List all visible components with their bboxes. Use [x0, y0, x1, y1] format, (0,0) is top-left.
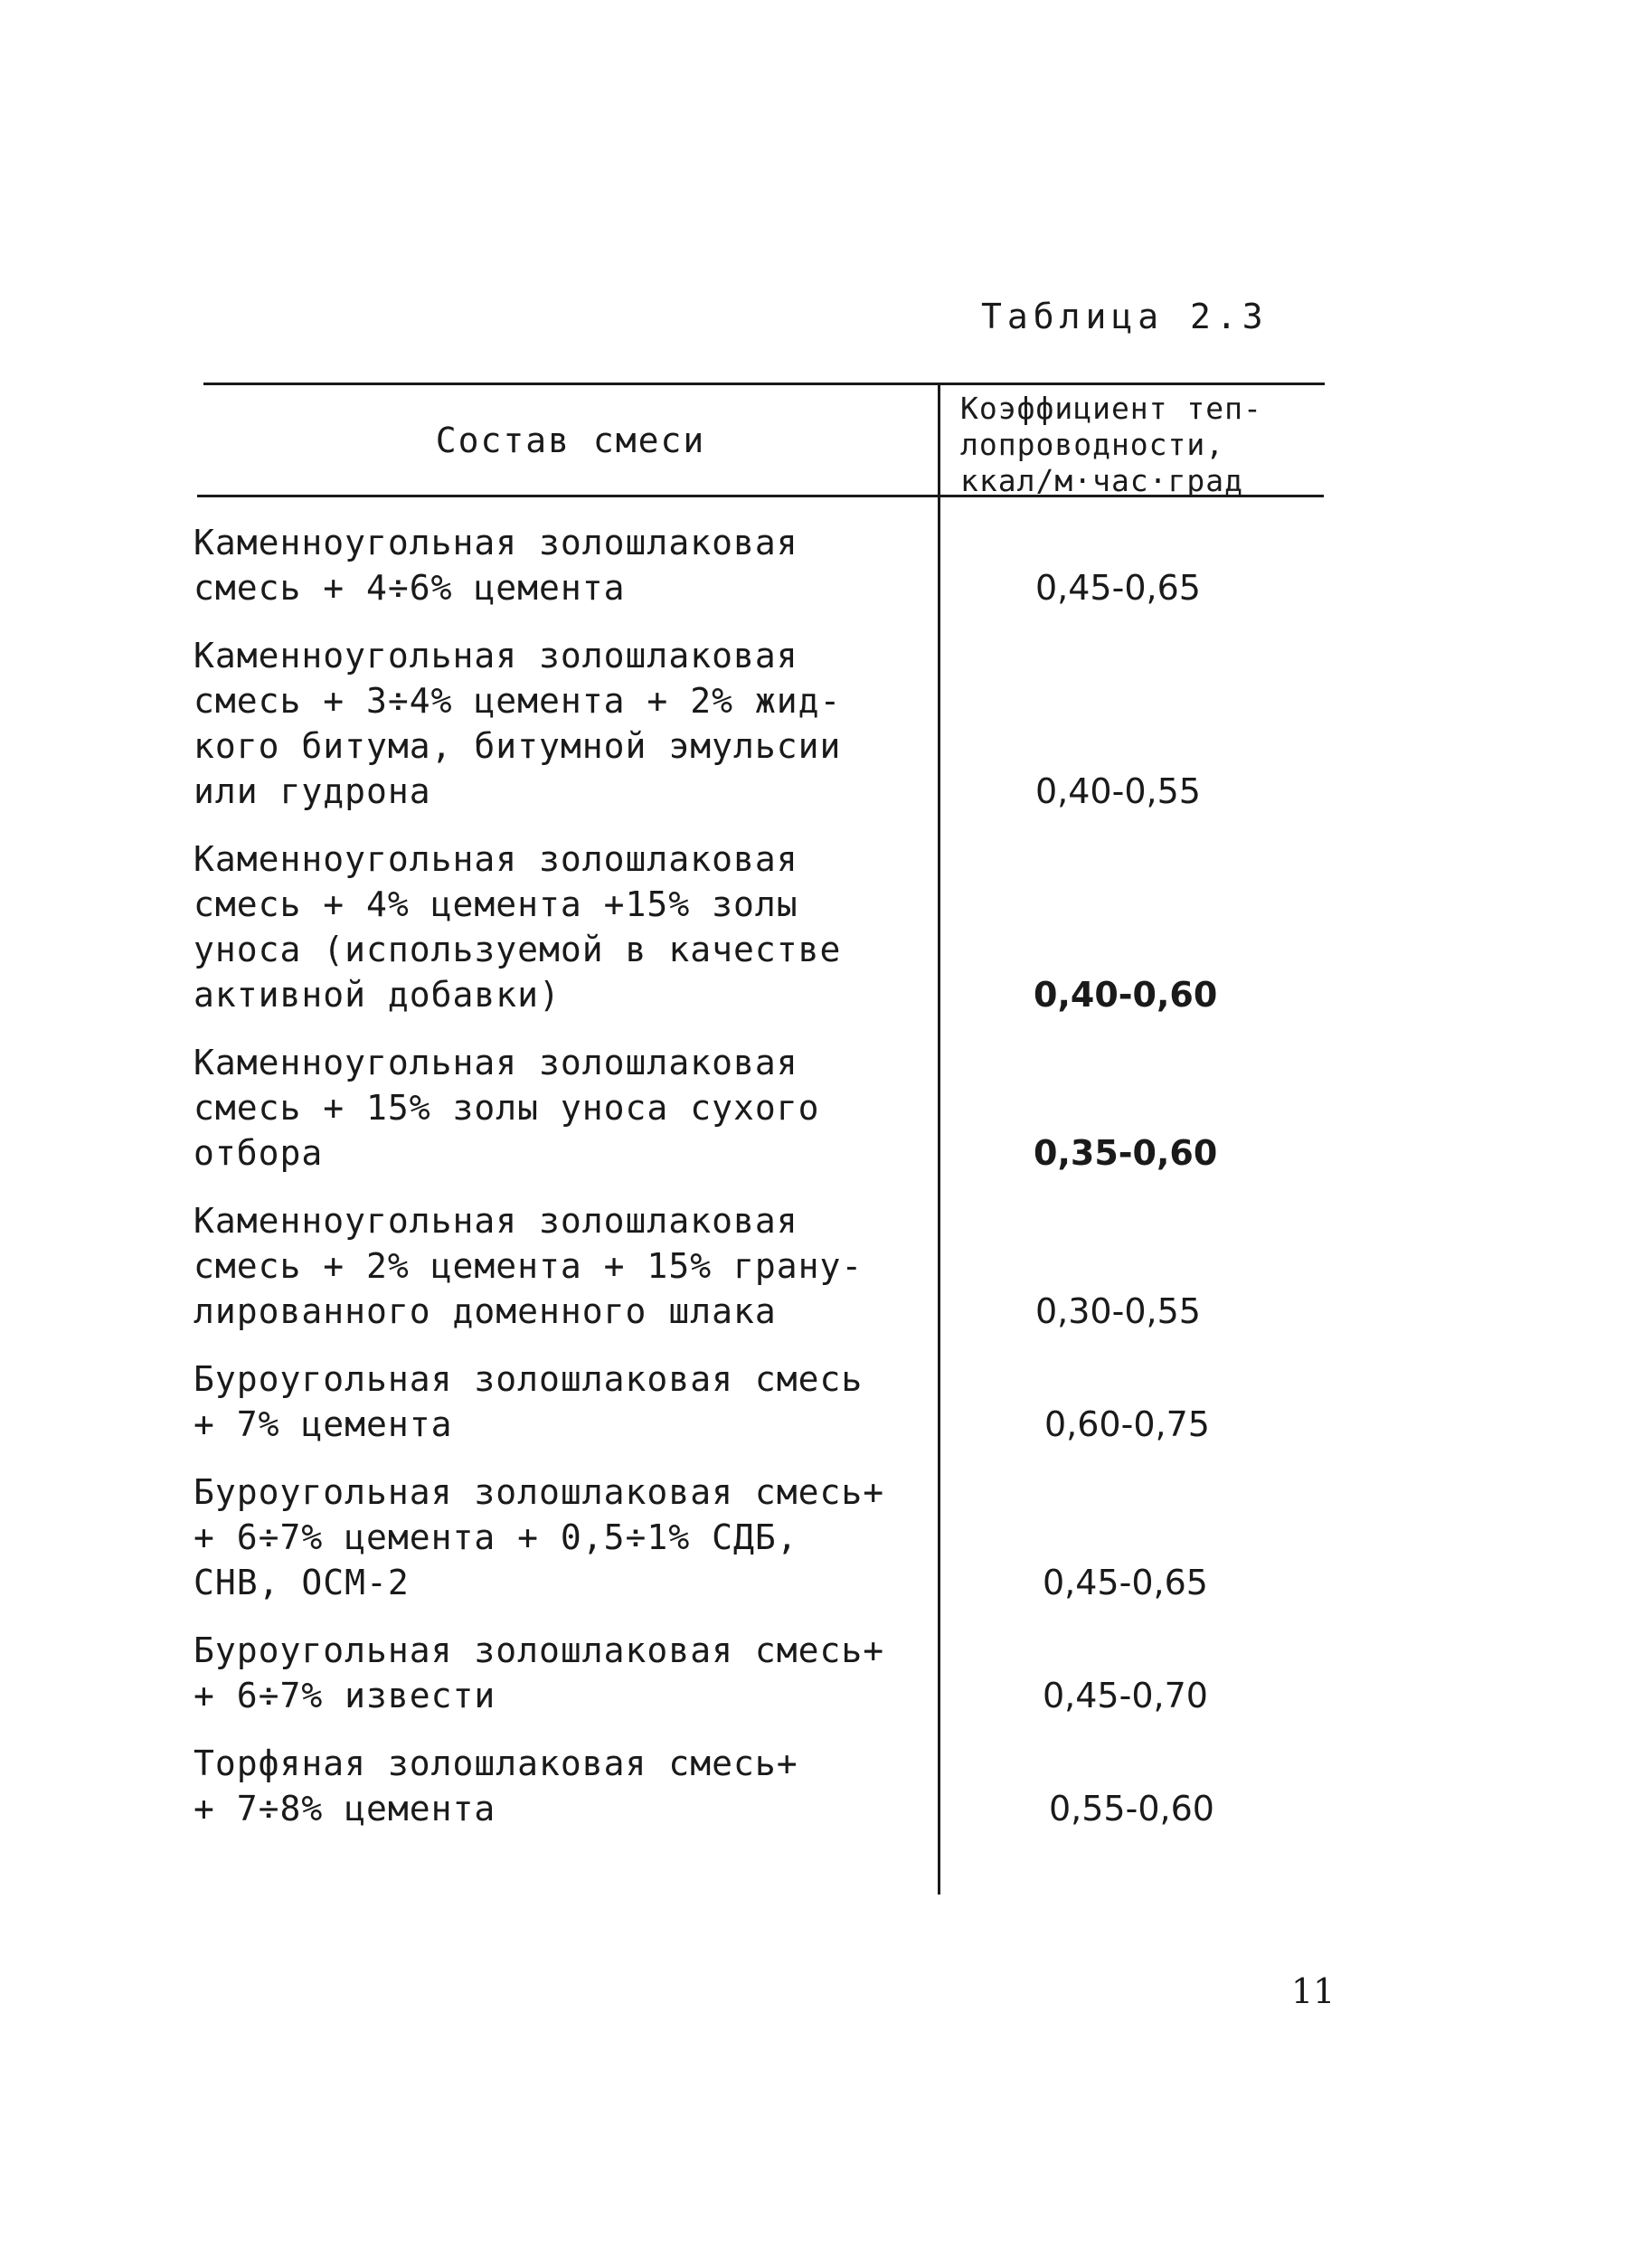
table-column-divider	[938, 383, 940, 1895]
row-line: активной добавки)	[194, 975, 561, 1015]
page-number: 11	[1291, 1971, 1336, 2011]
table-row-composition	[194, 836, 935, 1017]
row-line: смесь + 15% золы уноса сухого	[194, 1088, 820, 1128]
row-line: смесь + 4÷6% цемента	[194, 568, 626, 608]
table-row-value: 0,45-0,65	[1043, 1563, 1208, 1602]
row-line: уноса (используемой в качестве	[194, 930, 842, 969]
table-row-composition	[194, 1356, 935, 1447]
row-line: лированного доменного шлака	[194, 1291, 777, 1331]
table-row-composition	[194, 1628, 935, 1718]
table-row-value: 0,60-0,75	[1044, 1404, 1210, 1444]
table-row-composition	[194, 1040, 935, 1176]
column-header-composition: Состав смеси	[435, 420, 706, 460]
row-line: Каменноугольная золошлаковая	[194, 636, 798, 676]
table-caption: Таблица 2.3	[981, 297, 1269, 336]
table-row-composition	[194, 1469, 935, 1605]
row-line: Буроугольная золошлаковая смесь+	[194, 1630, 885, 1670]
table-row-value: 0,30-0,55	[1035, 1291, 1201, 1331]
row-line: или гудрона	[194, 771, 431, 811]
table-row-value: 0,35-0,60	[1034, 1133, 1218, 1173]
table-row-value: 0,45-0,70	[1043, 1676, 1208, 1715]
header-line: ккал/м·час·град	[960, 463, 1244, 498]
row-line: Каменноугольная золошлаковая	[194, 523, 798, 562]
row-line: смесь + 3÷4% цемента + 2% жид-	[194, 681, 842, 721]
table-row-value: 0,40-0,60	[1034, 975, 1218, 1015]
row-line: Каменноугольная золошлаковая	[194, 1201, 798, 1241]
table-row-composition	[194, 1198, 935, 1334]
row-line: + 6÷7% цемента + 0,5÷1% СДБ,	[194, 1517, 798, 1557]
table-row-value: 0,45-0,65	[1035, 568, 1201, 608]
table-row-composition	[194, 520, 935, 610]
row-line: смесь + 2% цемента + 15% грану-	[194, 1246, 864, 1286]
row-line: смесь + 4% цемента +15% золы	[194, 884, 798, 924]
row-line: Торфяная золошлаковая смесь+	[194, 1744, 798, 1783]
row-line: + 7÷8% цемента	[194, 1789, 496, 1829]
column-header-coefficient	[960, 391, 1322, 499]
row-line: кого битума, битумной эмульсии	[194, 726, 842, 766]
table-row-composition	[194, 1741, 935, 1831]
row-line: Буроугольная золошлаковая смесь	[194, 1359, 864, 1399]
header-line: лопроводности,	[960, 427, 1225, 462]
row-line: Каменноугольная золошлаковая	[194, 839, 798, 879]
row-line: + 6÷7% извести	[194, 1676, 496, 1715]
row-line: СНВ, ОСМ-2	[194, 1563, 410, 1602]
row-line: Каменноугольная золошлаковая	[194, 1043, 798, 1082]
table-row-value: 0,55-0,60	[1049, 1789, 1214, 1829]
row-line: отбора	[194, 1133, 324, 1173]
row-line: Буроугольная золошлаковая смесь+	[194, 1472, 885, 1512]
row-line: + 7% цемента	[194, 1404, 453, 1444]
table-row-composition	[194, 633, 935, 814]
table-row-value: 0,40-0,55	[1035, 771, 1201, 811]
header-line: Коэффициент теп-	[960, 391, 1262, 426]
